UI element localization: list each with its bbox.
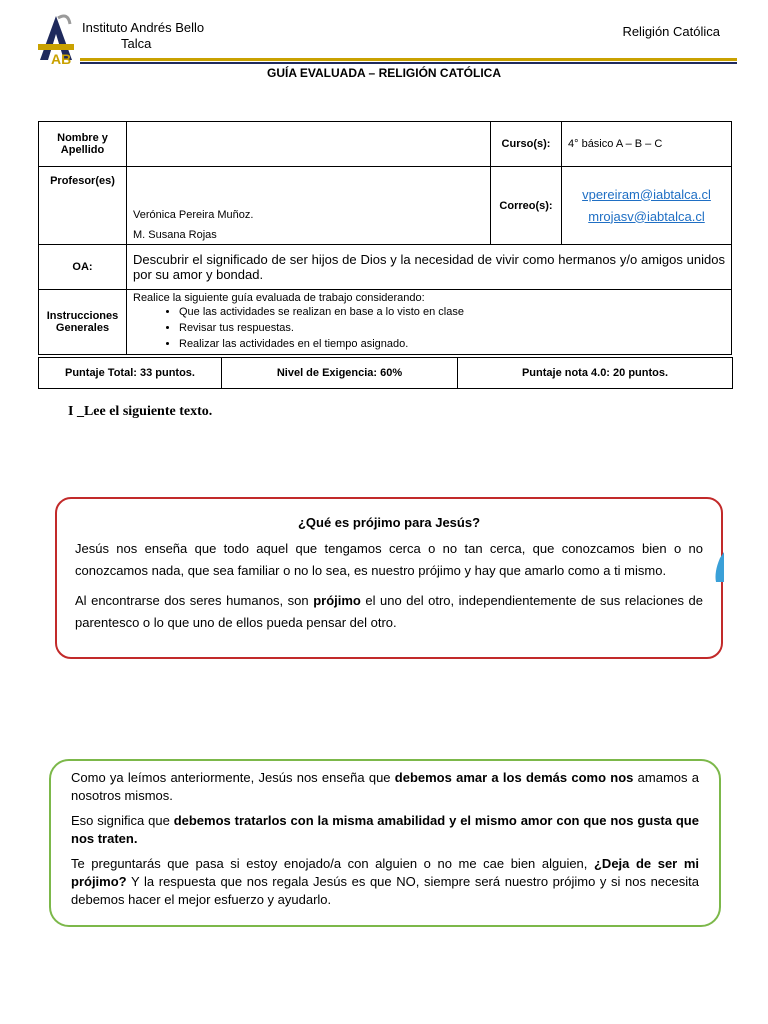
reading-box-title: ¿Qué es prójimo para Jesús? <box>297 515 481 530</box>
grade-score: Puntaje nota 4.0: 20 puntos. <box>458 358 733 389</box>
email-link[interactable]: mrojasv@iabtalca.cl <box>588 208 705 224</box>
subject-label: Religión Católica <box>622 24 720 39</box>
institution-title: Instituto Andrés Bello <box>82 20 205 35</box>
instruction-item: • Realizar las actividades en el tiempo asignado. <box>179 336 725 352</box>
email-list <box>562 167 732 245</box>
name-field[interactable] <box>127 122 491 167</box>
school-logo <box>34 14 78 66</box>
name-label: Nombre y Apellido <box>39 122 127 167</box>
row-teacher-email <box>39 167 732 245</box>
email-label: Correo(s): <box>491 167 562 245</box>
document-title: GUÍA EVALUADA – RELIGIÓN CATÓLICA <box>267 66 501 80</box>
reading-paragraph: Eso significa que debemos tratarlos con la misma amabilidad y el mismo amor con que nos gusta que nos traten. <box>71 813 699 846</box>
institution-name <box>82 20 204 52</box>
oa-label: OA: <box>39 245 127 290</box>
reading-paragraph: Te preguntarás que pasa si estoy enojado/a con alguien o no me cae bien alguien, ¿Deja de ser mi prójimo? Y la respuesta que nos regala Jesús es que NO, siempre será nuestro prójimo y si nos necesita debemos hacer el mejor esfuerzo y ayudarlo. <box>71 856 699 907</box>
oa-text: Descubrir el significado de ser hijos de Dios y la necesidad de vivir como hermanos y/o amigos unidos por su amor y bondad. <box>127 245 732 290</box>
instructions-label: Instrucciones Generales <box>39 290 127 355</box>
teacher-label: Profesor(es) <box>39 167 127 245</box>
row-oa <box>39 245 732 290</box>
instruction-item: • Que las actividades se realizan en base a lo visto en clase <box>179 304 725 320</box>
course-value: 4° básico A – B – C <box>562 122 732 167</box>
header-rule-navy <box>80 62 737 64</box>
reading-box-love <box>49 759 721 927</box>
reading-paragraph: Jesús nos enseña que todo aquel que tengamos cerca o no tan cerca, que conozcamos bien o no conozcamos nada, que sea familiar o no lo sea, es nuestro prójimo y hay que amarlo como a ti mismo. <box>75 541 703 578</box>
instructions-intro: Realice la siguiente guía evaluada de trabajo considerando: <box>133 292 425 304</box>
reading-paragraph: Al encontrarse dos seres humanos, son prójimo el uno del otro, independientemente de sus relaciones de parentesco o lo que uno de ellos pueda pensar del otro. <box>75 593 703 630</box>
total-score: Puntaje Total: 33 puntos. <box>39 358 222 389</box>
teacher-names <box>127 167 491 245</box>
institution-city: Talca <box>121 36 152 51</box>
instructions-list <box>133 304 725 352</box>
reading-box-neighbor <box>55 497 723 659</box>
instruction-item: • Revisar tus respuestas. <box>179 320 725 336</box>
row-instructions <box>39 290 732 355</box>
teacher-name: Verónica Pereira Muñoz. <box>133 209 254 221</box>
score-table <box>38 357 733 389</box>
info-table <box>38 121 732 355</box>
logo-letters: AB <box>51 51 72 66</box>
teacher-name: M. Susana Rojas <box>133 229 217 241</box>
demand-level: Nivel de Exigencia: 60% <box>222 358 458 389</box>
course-label: Curso(s): <box>491 122 562 167</box>
reading-paragraph: Como ya leímos anteriormente, Jesús nos enseña que debemos amar a los demás como nos amamos a nosotros mismos. <box>71 770 699 803</box>
instructions-content <box>127 290 732 355</box>
header-rule-gold <box>80 58 737 61</box>
section-heading: I _Lee el siguiente texto. <box>68 404 213 419</box>
blue-shape-decoration <box>714 552 724 582</box>
email-link[interactable]: vpereiram@iabtalca.cl <box>582 186 711 202</box>
row-name-course <box>39 122 732 167</box>
